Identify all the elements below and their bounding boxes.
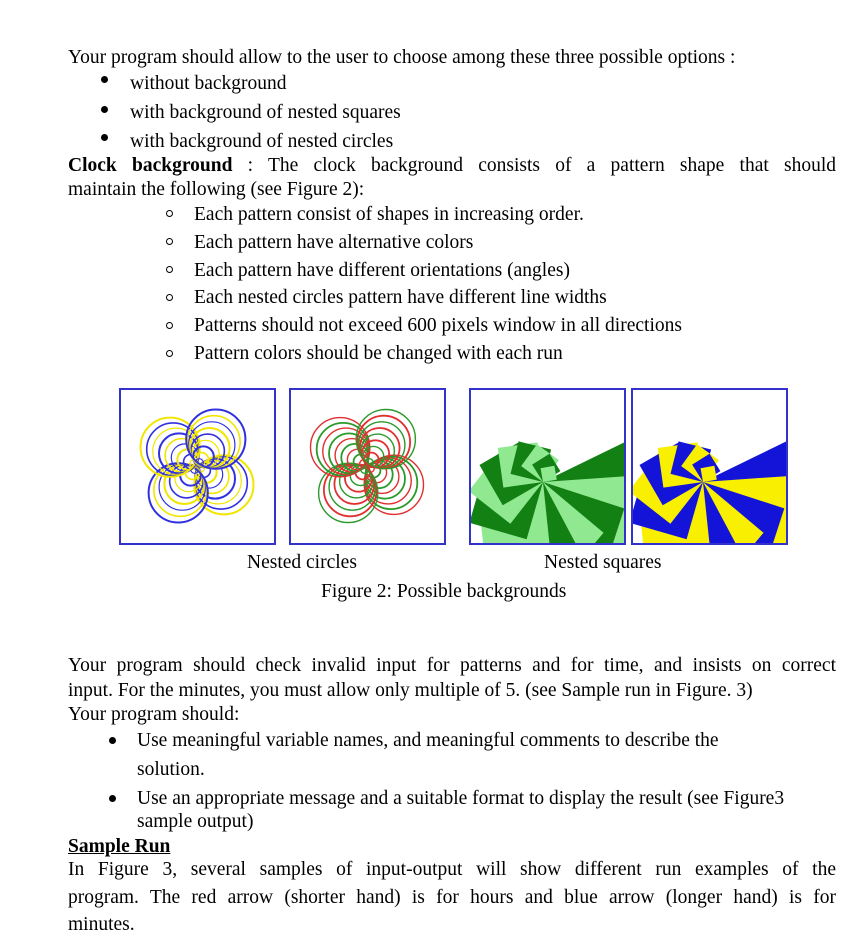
option-nested-circles: with background of nested circles [130,131,394,152]
nested-circles-yellow-blue-figure [121,390,274,543]
clock-background-paragraph [68,154,836,178]
rule-item: Patterns should not exceed 600 pixels window in all directions [194,315,682,336]
intro-text: Your program should allow to the user to choose among these three possible options : [68,47,736,68]
circle-bullet [166,294,173,301]
clock-background-text: : The clock background consists of a pattern shape that should [247,155,837,176]
caption-nested-squares: Nested squares [544,552,662,573]
circle-bullet [166,238,173,245]
nested-circles-yellow-blue-panel [119,388,276,545]
rule-item: Each pattern consist of shapes in increasing order. [194,204,584,225]
nested-circles-red-green-figure [291,390,444,543]
sample-run-line-3: minutes. [68,914,135,935]
figure-caption: Figure 2: Possible backgrounds [321,581,567,602]
validation-line-1: Your program should check invalid input for patterns and for time, and insists on correct [68,655,836,676]
clock-background-label: Clock background [68,155,233,176]
caption-nested-circles: Nested circles [247,552,357,573]
bullet [109,737,116,744]
rule-item: Pattern colors should be changed with each run [194,343,563,364]
nested-squares-yellow-blue-panel [631,388,788,545]
nested-squares-yellow-blue-figure [633,390,786,543]
requirement-item-cont: sample output) [137,811,254,832]
validation-line-2: input. For the minutes, you must allow only multiple of 5. (see Sample run in Figure. 3) [68,680,753,701]
rule-item: Each nested circles pattern have different line widths [194,287,607,308]
bullet [101,134,108,141]
nested-square [701,466,717,482]
circle-bullet [166,266,173,273]
circle-bullet [166,322,173,329]
nested-square [541,466,557,482]
requirement-item: Use an appropriate message and a suitable format to display the result (see Figure3 [137,788,785,809]
bullet [101,76,108,83]
validation-line-3: Your program should: [68,704,240,725]
rule-item: Each pattern have different orientations (angles) [194,260,570,281]
bullet [101,106,108,113]
sample-run-heading: Sample Run [68,836,171,857]
option-nested-squares: with background of nested squares [130,102,401,123]
sample-run-line-1: In Figure 3, several samples of input-output will show different run examples of the [68,859,836,880]
bullet [109,795,116,802]
rule-item: Each pattern have alternative colors [194,232,474,253]
option-without-background: without background [130,73,287,94]
sample-run-line-2: program. The red arrow (shorter hand) is for hours and blue arrow (longer hand) is for [68,887,836,908]
requirement-item: Use meaningful variable names, and meaningful comments to describe the [137,730,719,751]
circle-bullet [166,350,173,357]
clock-background-text-cont: maintain the following (see Figure 2): [68,179,365,200]
nested-squares-green-figure [471,390,624,543]
requirement-item-cont: solution. [137,759,205,780]
nested-circles-red-green-panel [289,388,446,545]
nested-squares-green-panel [469,388,626,545]
circle-bullet [166,210,173,217]
